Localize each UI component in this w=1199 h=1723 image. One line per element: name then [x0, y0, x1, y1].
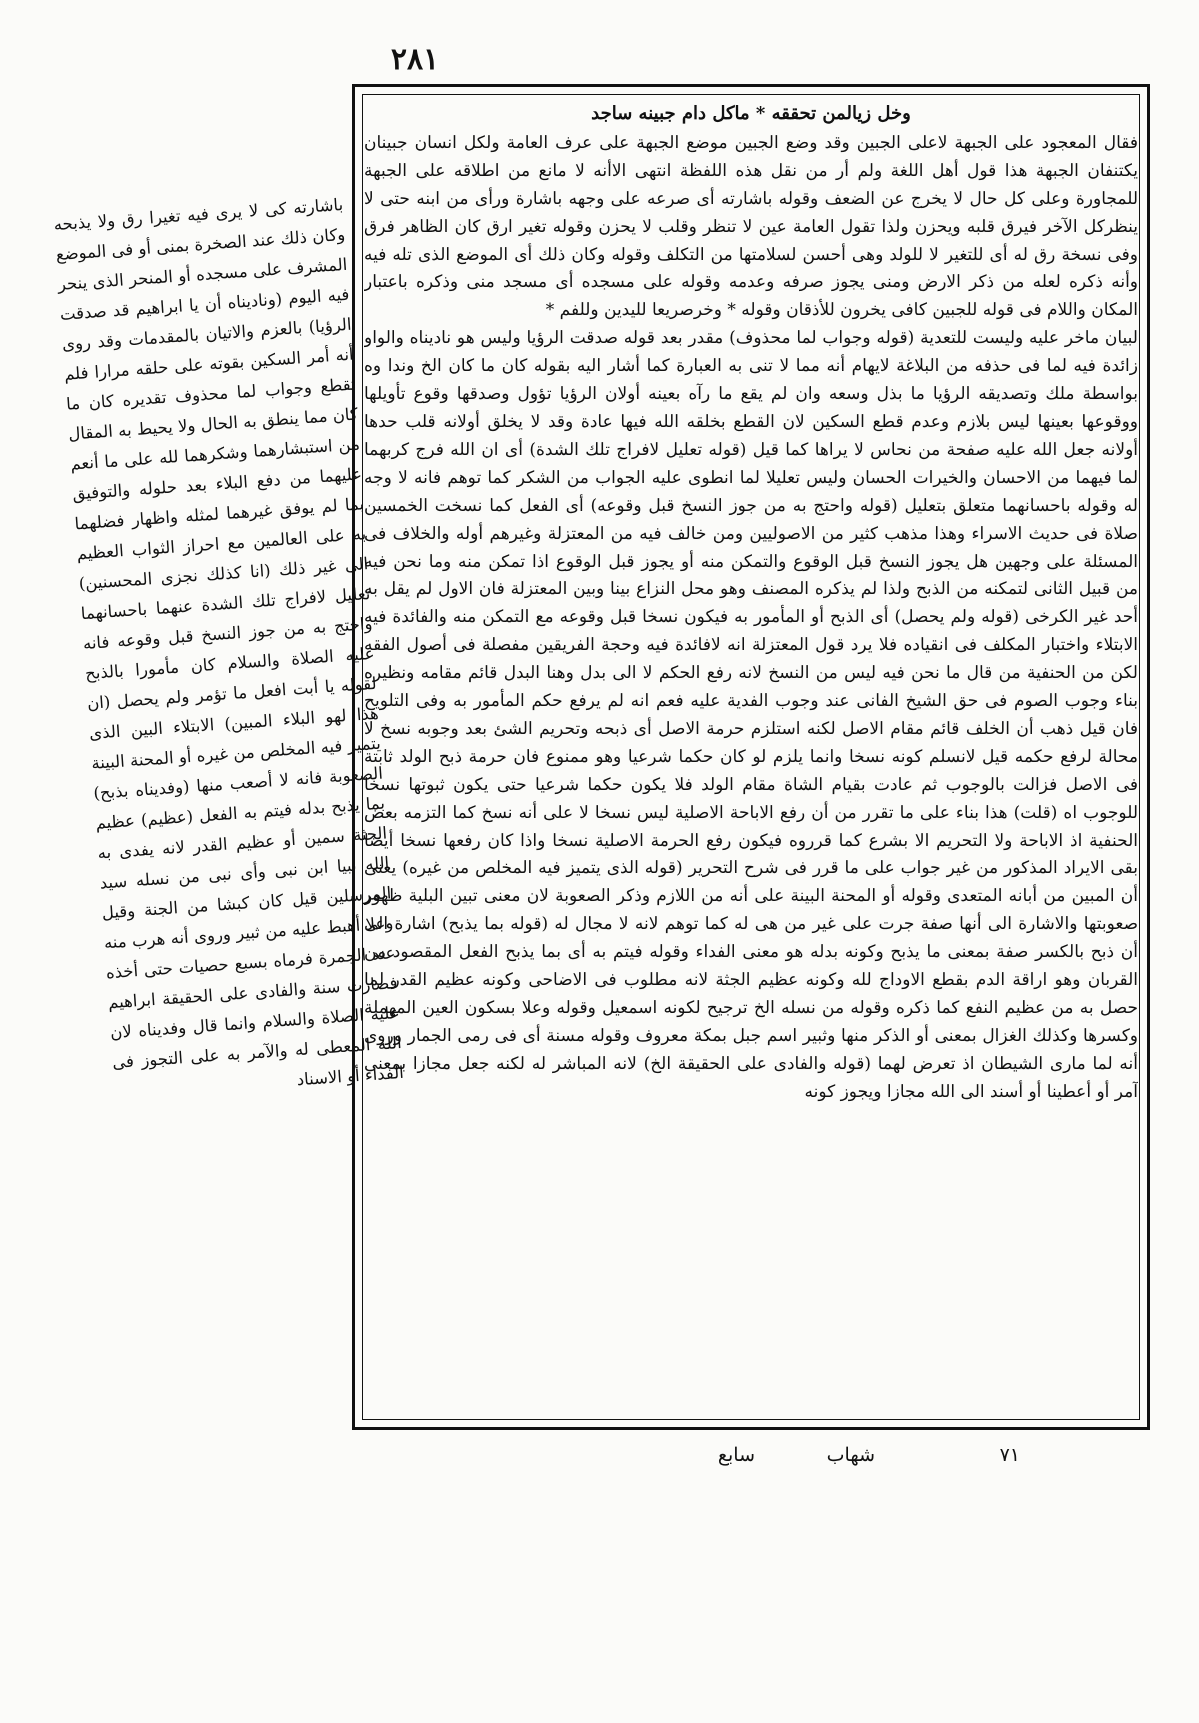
heading-verse: وخل زيالمن تحققه * ماكل دام جبينه ساجد — [591, 103, 911, 124]
footer-sheet-number: ٧١ — [999, 1444, 1020, 1466]
footer-volume: سابع — [717, 1444, 755, 1466]
margin-gloss-column: باشارته كى لا يرى فيه تغيرا رق ولا يذبحه وكان ذلك عند الصخرة بمنى أو فى الموضع المشرف على مسجده أو المنحر الذى ينحر فيه اليوم (وناديناه أن يا ابراهيم قد صدقت الرؤيا) بالعزم والاتيان بالمقدمات وقد روى أنه أمر السكين بقوته على حلقه مرارا فلم تقطع وجواب لما محذوف تقديره كان ما كان مما ينطق به الحال ولا يحيط به المقال من استبشارهما وشكرهما لله على ما أنعم عليهما من دفع البلاء بعد حلوله والتوفيق بما لم يوفق غيرهما لمثله واظهار فضلهما به على العالمين مع احراز الثواب العظيم الى غير ذلك (انا كذلك نجزى المحسنين) تعليل لافراج تلك الشدة عنهما باحسانهما واحتج به من جوز النسخ قبل وقوعه فانه عليه الصلاة والسلام كان مأمورا بالذبح لقوله يا أبت افعل ما تؤمر ولم يحصل (ان هذا لهو البلاء المبين) الابتلاء البين الذى يتميز فيه المخلص من غيره أو المحنة البينة الصعوبة فانه لا أصعب منها (وفديناه بذبح) بما يذبح بدله فيتم به الفعل (عظيم) عظيم الجثة سمين أو عظيم القدر لانه يفدى به الله نبيا ابن نبى وأى نبى من نسله سيد المرسلين قيل كان كبشا من الجنة وقيل وعلا أهبط عليه من ثبير وروى أنه هرب منه عند الجمرة فرماه بسبع حصيات حتى أخذه فصارت سنة والفادى على الحقيقة ابراهيم عليه الصلاة والسلام وانما قال وفديناه لان الله المعطى له والآمر به على التجوز فى الفداء أو الاسناد — [53, 194, 405, 1090]
footer-signature — [560, 1444, 1020, 1484]
footer-title: شهاب — [826, 1444, 875, 1466]
main-commentary-column — [364, 100, 1138, 1418]
main-paragraph-1: فقال المعجود على الجبهة لاعلى الجبين وقد وضع الجبين موضع الجبهة على عرف العامة ولكل انسان جبينان يكتنفان الجبهة هذا قول أهل اللغة ولم أر من نقل هذه اللفظة انتهى الاأنه لا مانع من اطلاقه على الجبهة للمجاورة وعلى كل حال لا يخرج عن الضعف وقوله باشارته أى صرعه على وجهه باشارة ورأى من ابنه حتى لا ينظركل الآخر فيرق قلبه ويحزن ولذا تقول العامة عين لا تنظر وقلب لا يحزن وقوله تغير ارق كان الظاهر فرق وفى نسخة رق له أى للتغير لا للولد وهى أحسن لسلامتها من التكلف وقوله وكان ذلك أى الموضع الذى تله فيه وأنه ذكره لعله من ذكر الارض ومنى يجوز صرفه وعدمه وقوله على مسجده أى مسجد منى وذكره باعتبار المكان واللام فى قوله للجبين كافى يخرون للأذقان وقوله * وخرصريعا لليدين وللفم * — [364, 132, 1138, 321]
main-paragraph-2: لبيان ماخر عليه وليست للتعدية (قوله وجواب لما محذوف) مقدر بعد قوله صدقت الرؤيا وليس هو ناديناه والواو زائدة فيه لما فى حذفه من البلاغة لايهام أنه مما لا تنى به العبارة كما أشار اليه بقوله كان ما كان الخ وندا وه بواسطة ملك وتصديقه الرؤيا ما بذل وسعه وان لم يقع ما رآه بعينه أولان الرؤيا تؤول وصدقها وقوع تأويلها ووقوعها بعينها ليس بلازم وعدم قطع السكين لان القطع بخلقه الله فيها عادة وقد لا يخلق أولانه قلب حدها أولانه جعل الله عليه صفحة من نحاس لا يراها كما قيل (قوله تعليل لافراج تلك الشدة) أى ان الله فرج كربهما لما فيهما من الاحسان والخيرات الحسان وليس تعليلا لما انطوى عليه الجواب من الشكر كما توهم فانه لا وجه له وقوله باحسانهما متعلق بتعليل (قوله واحتج به من جوز النسخ قبل وقوعه) أى الفعل كما نسخت الخمسين صلاة فى حديث الاسراء وهذا مذهب كثير من الاصوليين ومن خالف فيه من المعتزلة وغيرهم أوله والخلاف فى المسئلة على وجهين هل يجوز النسخ قبل الوقوع والتمكن منه أو يجوز قبل الوقوع اذا تمكن منه وما نحن فيه من قبيل الثانى لتمكنه من الذبح ولذا لم يذكره المصنف وهو محل النزاع بينا وبين المعتزلة فان الاول لم يقل به أحد غير الكرخى (قوله ولم يحصل) أى الذبح أو المأمور به فيكون نسخا قبل وقوعه مع التمكن منه والفائدة فيه الابتلاء واختبار المكلف فى انقياده فلا يرد قول المعتزلة انه لافائدة فيه وحجة الفريقين مفصلة فى أصول الفقه لكن من الحنفية من قال ما نحن فيه ليس من النسخ لانه رفع الحكم لا الى بدل وهنا البدل قائم مقامه ونظيره بناء وجوب الصوم فى حق الشيخ الفانى عند وجوب الفدية عليه فعم انه لم يرفع حكم المأمور به وفى التلويح فان قيل ذهب أن الخلف قائم مقام الاصل لكنه استلزم حرمة الاصل أى ذبحه وتحريم الشئ بعد وجوبه نسخ لا محالة لرفع حكمه قيل لانسلم كونه نسخا وانما يلزم لو كان حكما شرعيا وهو ممنوع فان حرمة ذبح الولد ثابتة فى الاصل فزالت بالوجوب ثم عادت بقيام الشاة مقام الولد فلا يكون حكما شرعيا حتى يكون ثبوتها نسخا للوجوب اه (قلت) هذا بناء على ما تقرر من أن رفع الاباحة الاصلية ليس نسخا لا على أنه نسخ كما التزمه بعض الحنفية اذ الاباحة ولا التحريم الا بشرع كما قرروه فيكون رفع الحرمة الاصلية نسخا واذا كان رفعها نسخا أيضا بقى الايراد المذكور من غير جواب على ما قرر فى شرح التحرير (قوله الذى يتميز فيه المخلص من غيره) يعنى أن المبين من أبانه المتعدى وقوله أو المحنة البينة على أنه من اللازم وذكر الصعوبة لان معنى تبين البلية ظهور صعوبتها والاشارة الى أنها صفة جرت على غير من هى له كما توهم لانه لا مجال له (قوله بما يذبح) اشارة الى أن ذبح بالكسر صفة بمعنى ما يذبح وكونه بدله هو معنى الفداء وقوله فيتم به أى بما يذبح الفعل المقصود من القربان وهو اراقة الدم بقطع الاوداج لله وكونه عظيم الجثة لانه مطلوب فى الاضاحى وكونه عظيم القدر لما حصل به من عظيم النفع كما ذكره وقوله من نسله الخ ترجيح لكونه اسمعيل وقوله وعلا بسكون العين المهملة وكسرها وكذلك الغزال بمعنى أو الذكر منها وثبير اسم جبل بمكة معروف وقوله مسنة أى فى رمى الجمار وروى أنه لما مارى الشيطان اذ تعرض لهما (قوله والفادى على الحقيقة الخ) لانه المباشر له لكنه جعل مجازا بمعنى آمر أو أعطينا أو أسند الى الله مجازا ويجوز كونه — [364, 328, 1138, 1102]
page-number: ٢٨١ — [390, 42, 440, 77]
